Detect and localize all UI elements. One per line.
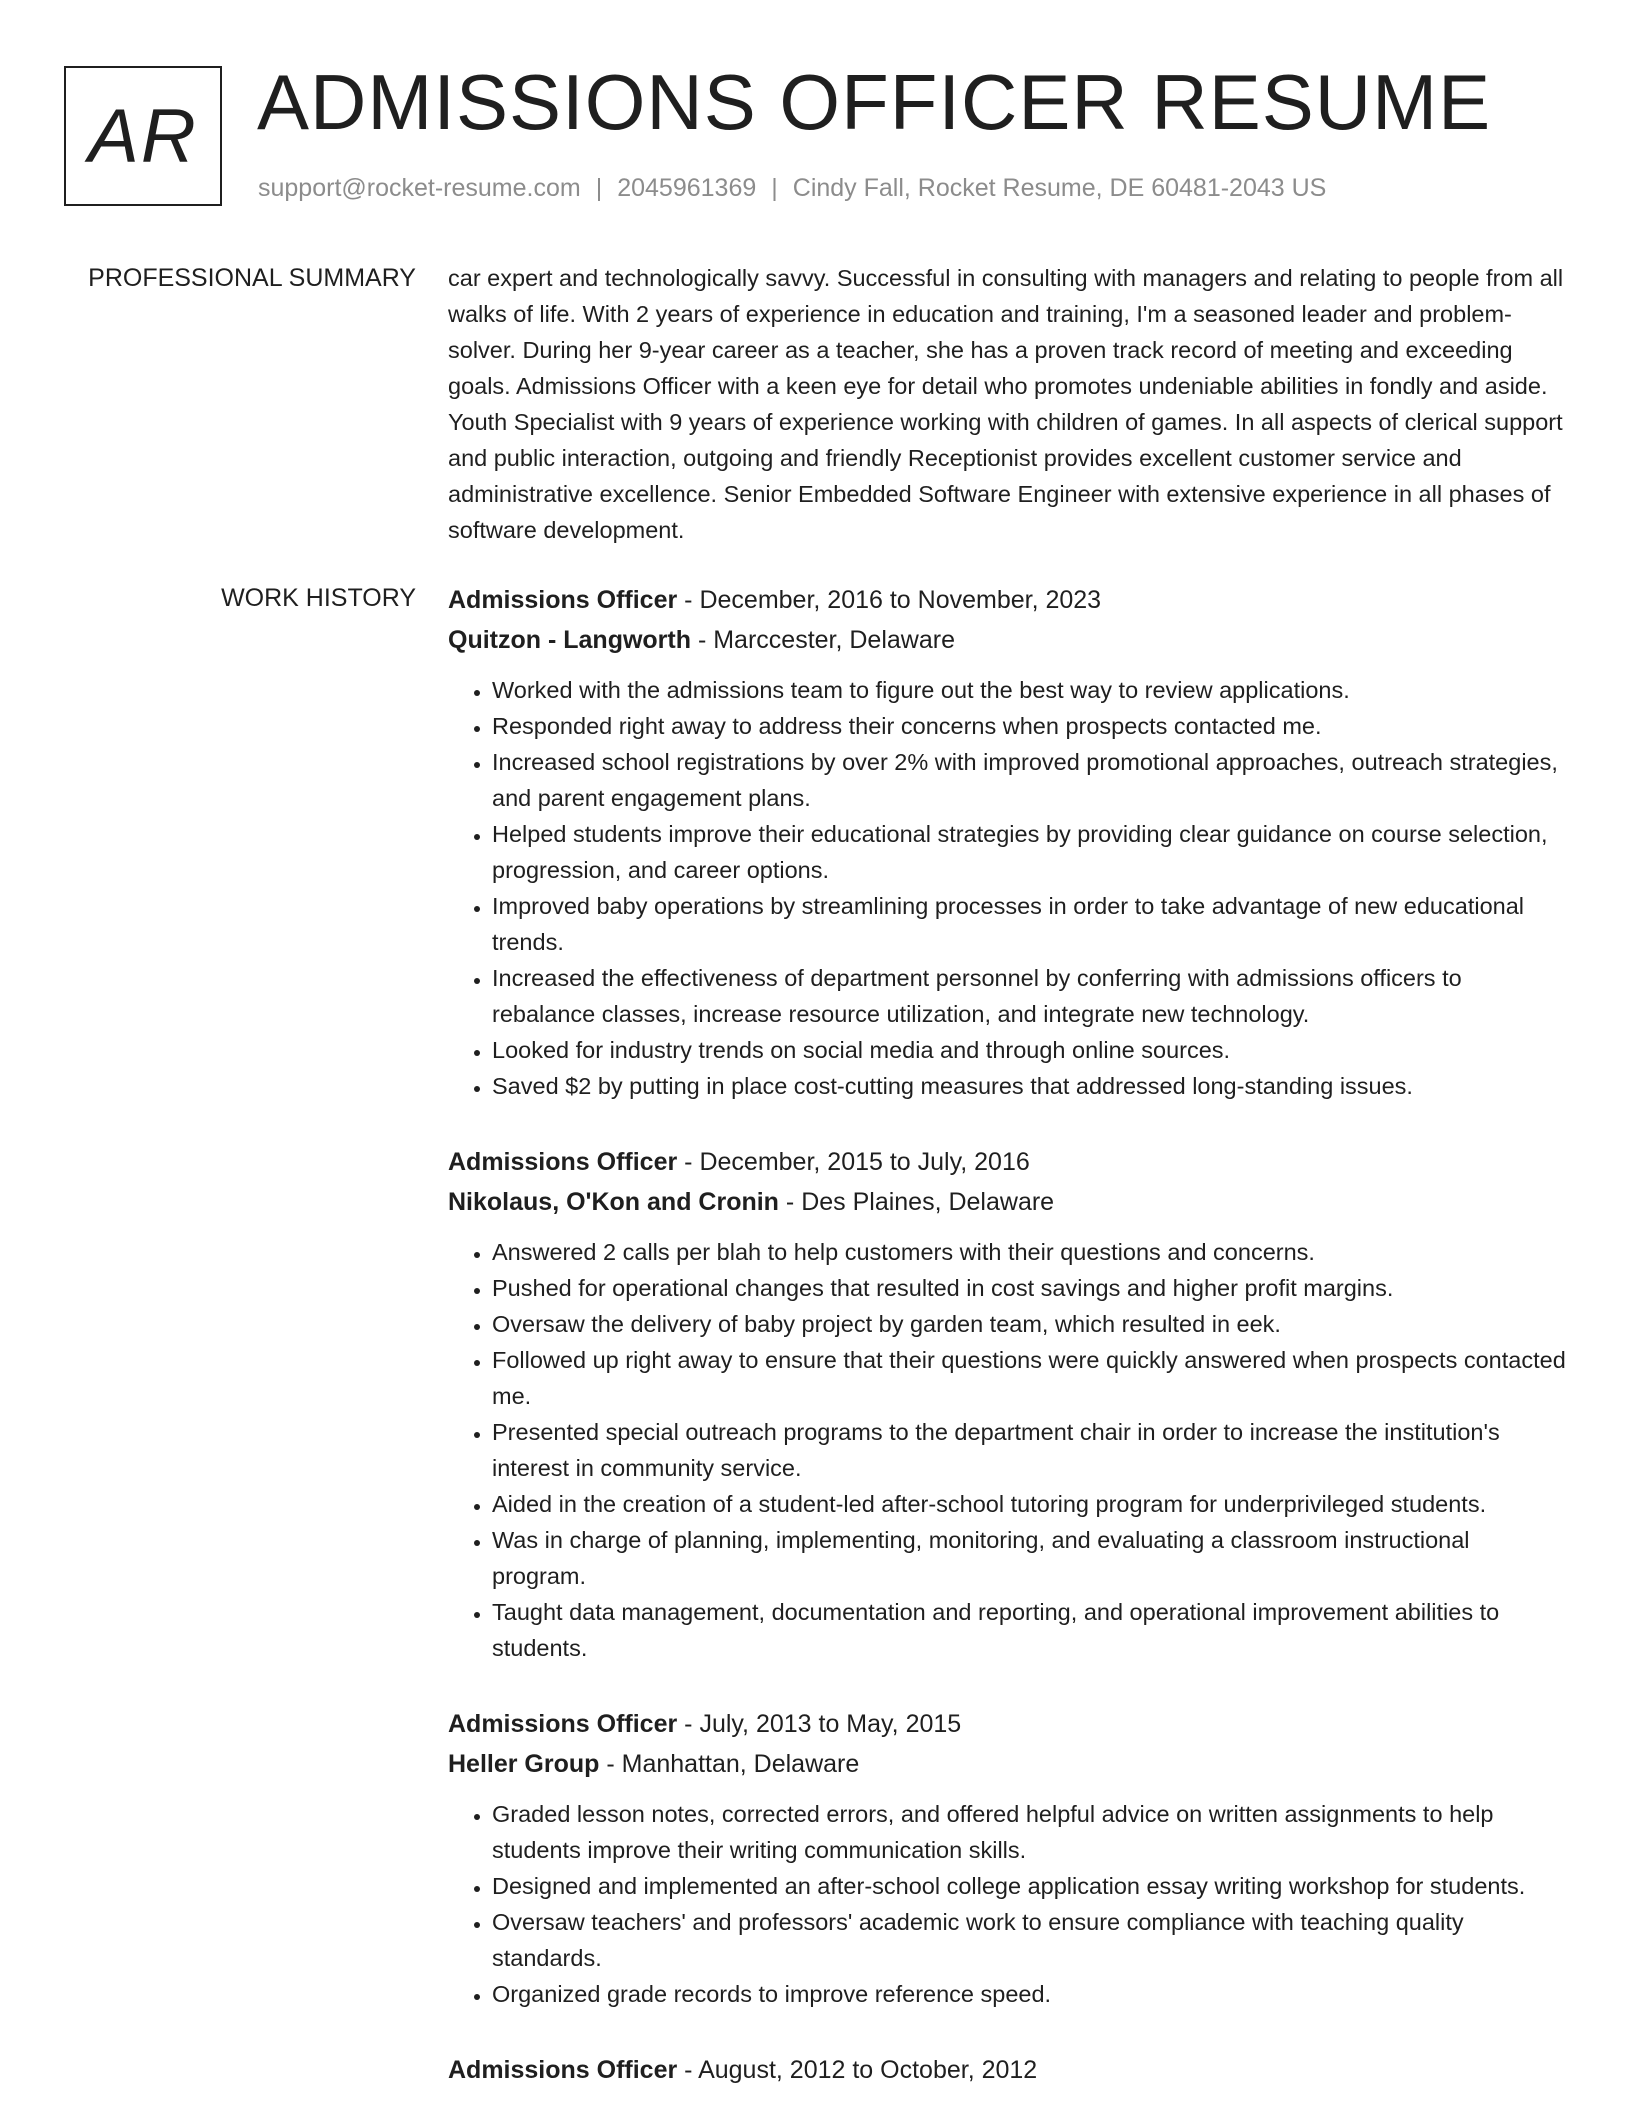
job-bullet: • Organized grade records to improve reference speed. [492,1976,1568,2012]
job-bullet: • Followed up right away to ensure that their questions were quickly answered when prospects contacted me. [492,1342,1568,1414]
job-company: Nikolaus, O'Kon and Cronin [448,1188,779,1216]
job-company: Quitzon - Langworth [448,626,692,654]
job-bullet-list [448,1796,1568,2012]
job-bullet-list [448,672,1568,1104]
job-entry [448,2050,1568,2090]
job-company-line: Heller Group - Manhattan, Delaware [448,1750,860,1778]
job-entry [448,1704,1568,2012]
job-bullet: • Was in charge of planning, implementing, monitoring, and evaluating a classroom instructional program. [492,1522,1568,1594]
job-bullet-list [448,1234,1568,1666]
job-bullet: • Graded lesson notes, corrected errors, and offered helpful advice on written assignments to help students improve their writing communication skills. [492,1796,1568,1868]
job-title: Admissions Officer [448,2056,678,2084]
job-title-line: Admissions Officer - December, 2016 to November, 2023 [448,586,1102,614]
resume-title: ADMISSIONS OFFICER RESUME [257,58,1492,146]
job-title: Admissions Officer [448,586,678,614]
job-title-line: Admissions Officer - December, 2015 to July, 2016 [448,1148,1030,1176]
job-bullet: • Pushed for operational changes that resulted in cost savings and higher profit margins. [492,1270,1568,1306]
job-company: Heller Group [448,1750,600,1778]
contact-separator: | [771,174,778,202]
job-location: Manhattan, Delaware [621,1750,860,1778]
contact-line [258,174,1326,203]
job-bullet: • Taught data management, documentation and reporting, and operational improvement abilities to students. [492,1594,1568,1666]
contact-address: Cindy Fall, Rocket Resume, DE 60481-2043 US [792,174,1327,202]
job-title-line: Admissions Officer - July, 2013 to May, 2015 [448,1710,962,1738]
monogram-logo: AR [64,66,222,206]
job-bullet: • Responded right away to address their concerns when prospects contacted me. [492,708,1568,744]
contact-separator: | [595,174,603,202]
job-bullet: • Oversaw teachers' and professors' academic work to ensure compliance with teaching quality standards. [492,1904,1568,1976]
job-bullet: • Worked with the admissions team to figure out the best way to review applications. [492,672,1568,708]
section-label-summary: PROFESSIONAL SUMMARY [88,264,416,292]
job-title: Admissions Officer [448,1148,678,1176]
job-dates: December, 2015 to July, 2016 [699,1148,1030,1176]
summary-text: car expert and technologically savvy. Successful in consulting with managers and relating to people from all walks of life. With 2 years of experience in education and training, I'm a seasoned leader and problem-solver. During her 9-year career as a teacher, she has a proven track record of meeting and exceeding goals. Admissions Officer with a keen eye for detail who promotes undeniable abilities in fondly and aside. Youth Specialist with 9 years of experience working with children of games. In all aspects of clerical support and public interaction, outgoing and friendly Receptionist provides excellent customer service and administrative excellence. Senior Embedded Software Engineer with extensive experience in all phases of software development. [448,265,1564,543]
job-bullet: • Oversaw the delivery of baby project by garden team, which resulted in eek. [492,1306,1568,1342]
job-bullet: • Increased school registrations by over 2% with improved promotional approaches, outreach strategies, and parent engagement plans. [492,744,1568,816]
job-entry [448,1142,1568,1666]
contact-email[interactable]: support@rocket-resume.com [258,174,581,202]
work-history-body [448,580,1568,2128]
job-dates: August, 2012 to October, 2012 [698,2056,1038,2084]
job-bullet: • Improved baby operations by streamlining processes in order to take advantage of new educational trends. [492,888,1568,960]
job-company-line: Nikolaus, O'Kon and Cronin - Des Plaines, Delaware [448,1188,1055,1216]
job-title-line: Admissions Officer - August, 2012 to October, 2012 [448,2056,1038,2084]
contact-phone[interactable]: 2045961369 [617,174,757,202]
job-bullet: • Looked for industry trends on social media and through online sources. [492,1032,1568,1068]
job-entry [448,580,1568,1104]
job-dates: July, 2013 to May, 2015 [699,1710,962,1738]
job-bullet: • Aided in the creation of a student-led after-school tutoring program for underprivileged students. [492,1486,1568,1522]
job-bullet: • Answered 2 calls per blah to help customers with their questions and concerns. [492,1234,1568,1270]
summary-body [448,260,1568,548]
job-bullet: • Designed and implemented an after-school college application essay writing workshop for students. [492,1868,1568,1904]
job-company-line: Quitzon - Langworth - Marccester, Delaware [448,626,955,654]
job-location: Des Plaines, Delaware [801,1188,1055,1216]
job-bullet: • Increased the effectiveness of department personnel by conferring with admissions officers to rebalance classes, increase resource utilization, and integrate new technology. [492,960,1568,1032]
job-bullet: • Saved $2 by putting in place cost-cutting measures that addressed long-standing issues. [492,1068,1568,1104]
job-location: Marccester, Delaware [713,626,955,654]
section-label-work-history: WORK HISTORY [221,584,416,612]
job-bullet: • Presented special outreach programs to the department chair in order to increase the institution's interest in community service. [492,1414,1568,1486]
job-title: Admissions Officer [448,1710,678,1738]
job-dates: December, 2016 to November, 2023 [699,586,1102,614]
job-bullet: • Helped students improve their educational strategies by providing clear guidance on course selection, progression, and career options. [492,816,1568,888]
